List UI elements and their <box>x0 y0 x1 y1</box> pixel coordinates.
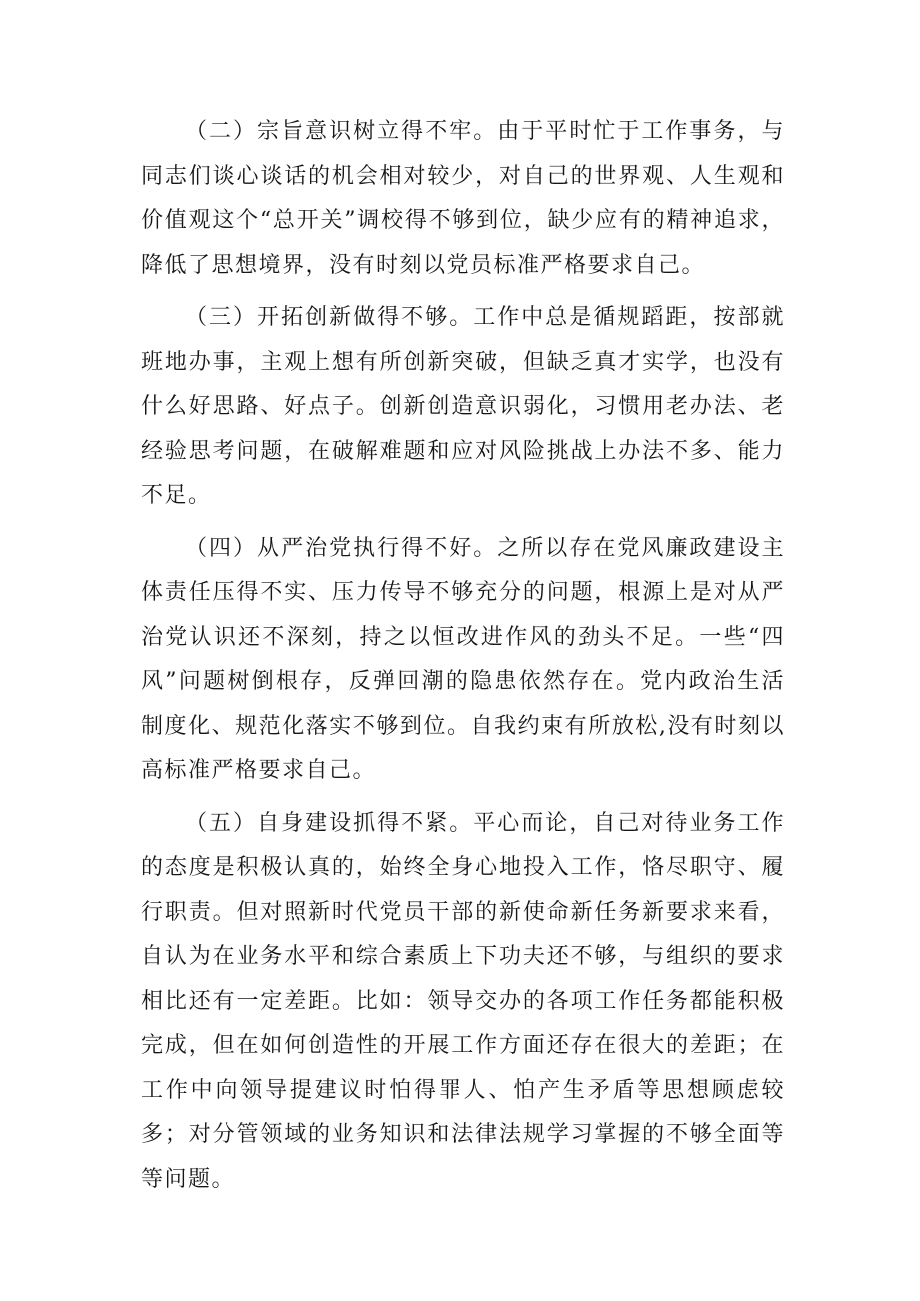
paragraph-section-4: （四）从严治党执行得不好。之所以存在党风廉政建设主体责任压得不实、压力传导不够充分的问题，根源上是对从严治党认识还不深刻，持之以恒改进作风的劲头不足。一些“四风”问题树倒根存，反弹回潮的隐患依然存在。党内政治生活制度化、规范化落实不够到位。自我约束有所放松,没有时刻以高标准严格要求自己。 <box>141 535 785 783</box>
paragraph-section-2: （二）宗旨意识树立得不牢。由于平时忙于工作事务，与同志们谈心谈话的机会相对较少，对自己的世界观、人生观和价值观这个“总开关”调校得不够到位，缺少应有的精神追求，降低了思想境界，没有时刻以党员标准严格要求自己。 <box>141 119 785 278</box>
document-body <box>141 110 785 1210</box>
paragraph-section-3: （三）开拓创新做得不够。工作中总是循规蹈距，按部就班地办事，主观上想有所创新突破，但缺乏真才实学，也没有什么好思路、好点子。创新创造意识弱化，习惯用老办法、老经验思考问题，在破解难题和应对风险挑战上办法不多、能力不足。 <box>141 305 785 508</box>
paragraph-section-5: （五）自身建设抓得不紧。平心而论，自己对待业务工作的态度是积极认真的，始终全身心地投入工作，恪尽职守、履行职责。但对照新时代党员干部的新使命新任务新要求来看，自认为在业务水平和综合素质上下功夫还不够，与组织的要求相比还有一定差距。比如：领导交办的各项工作任务都能积极完成，但在如何创造性的开展工作方面还存在很大的差距；在工作中向领导提建议时怕得罪人、怕产生矛盾等思想顾虑较多；对分管领域的业务知识和法律法规学习掌握的不够全面等等问题。 <box>141 810 785 1192</box>
